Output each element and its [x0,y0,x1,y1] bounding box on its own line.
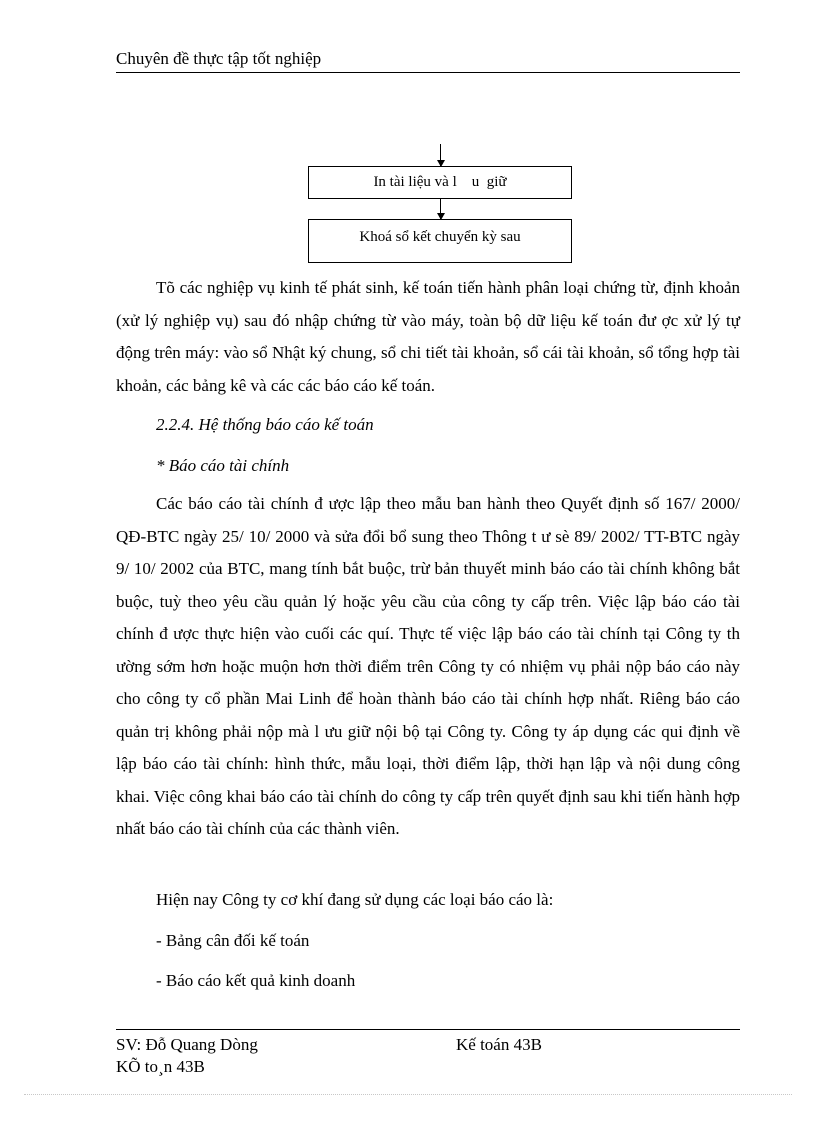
footer-student-name: SV: Đỗ Quang Dòng [116,1035,258,1054]
flow-arrow-middle [440,199,441,219]
list-item-balance-sheet: - Bảng cân đối kế toán [156,931,310,950]
paragraph-financial-reports: Các báo cáo tài chính đ ược lập theo mẫu ban hành theo Quyết định số 167/ 2000/ QĐ-BTC ngày 25/ 10/ 2000 và sửa đổi bổ sung theo Thông t ư sè 89/ 2002/ TT-BTC ngày 9/ 10/ 2002 của BTC, mang tính bắt buộc, trừ bản thuyết minh báo cáo tài chính không bắt buộc, tuỳ theo yêu cầu quản lý hoặc yêu cầu của công ty cấp trên. Việc lập báo cáo tài chính đ ược thực hiện vào cuối các quí. Thực tế việc lập báo cáo tài chính tại Công ty th ường sớm hơn hoặc muộn hơn thời điểm trên Công ty có nhiệm vụ phải nộp báo cáo này cho công ty cổ phần Mai Linh để hoàn thành báo cáo tài chính hợp nhất. Riêng báo cáo quản trị không phải nộp mà l ưu giữ nội bộ tại Công ty. Công ty áp dụng các qui định về lập báo cáo tài chính: hình thức, mẫu loại, thời điểm lập, thời hạn lập và nội dung công khai. Việc công khai báo cáo tài chính do công ty cấp trên quyết định sau khi tiến hành hợp nhất báo cáo tài chính của các thành viên. [116,494,740,838]
flow-box-print-archive: In tài liệu và l u giữ [308,166,572,199]
footer-divider [116,1029,740,1030]
footer-class-right: Kế toán 43B [456,1035,542,1054]
page-edge-dotted-line [24,1094,792,1095]
paragraph-report-types-intro: Hiện nay Công ty cơ khí đang sử dụng các loại báo cáo là: [156,890,554,909]
page-header-title: Chuyên đề thực tập tốt nghiệp [116,48,740,73]
sub-heading: * Báo cáo tài chính [156,456,290,475]
section-heading: 2.2.4. Hệ thống báo cáo kế toán [156,415,374,434]
flow-arrow-top [440,144,441,166]
flow-box-close-books: Khoá sổ kết chuyển kỳ sau [308,219,572,263]
footer-class-left: KÕ to¸n 43B [116,1057,205,1076]
paragraph-data-processing: Tõ các nghiệp vụ kinh tế phát sinh, kế toán tiến hành phân loại chứng từ, định khoản (xử lý nghiệp vụ) sau đó nhập chứng từ vào máy, toàn bộ dữ liệu kế toán đư ợc xử lý tự động trên máy: vào sổ Nhật ký chung, sổ chi tiết tài khoản, sổ cái tài khoản, sổ tổng hợp tài khoản, các bảng kê và các các báo cáo kế toán. [116,278,740,395]
list-item-income-statement: - Báo cáo kết quả kinh doanh [156,971,356,990]
